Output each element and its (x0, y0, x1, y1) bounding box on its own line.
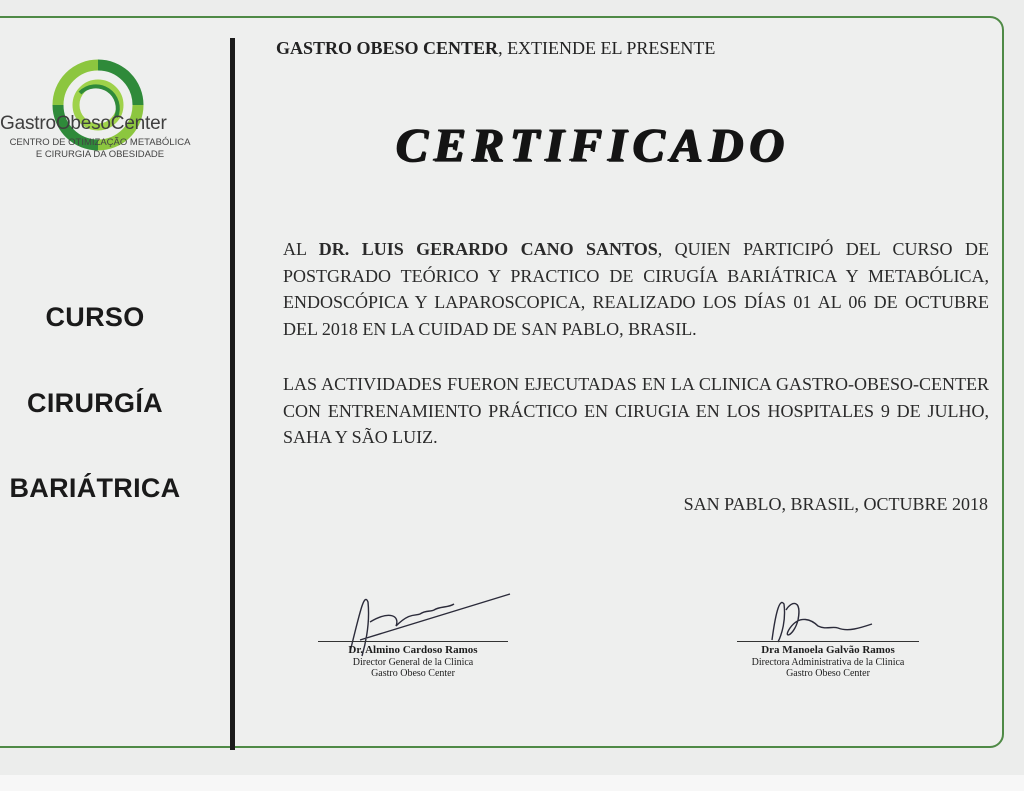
certificate-title: CERTIFICADO (396, 119, 791, 172)
header-rest: , EXTIENDE EL PRESENTE (498, 38, 716, 58)
signature-name-1: Dr. Almino Cardoso Ramos (348, 644, 478, 656)
brand-name: GastroObesoCenter (0, 113, 167, 134)
course-word-3: BARIÁTRICA (9, 473, 181, 503)
brand-subtitle-line2: E CIRURGIA DA OBESIDADE (35, 149, 165, 160)
course-word-1: CURSO (45, 302, 145, 332)
p1-rest: , QUIEN PARTICIPÓ DEL CURSO DE POSTGRADO TEÓRICO Y PRACTICO DE CIRUGÍA BARIÁTRICA Y METABÓLICA, ENDOSCÓPICA Y LAPAROSCOPICA, REALIZADO LOS DÍAS 01 AL 06 DE OCTUBRE DEL 2018 EN LA CUIDAD DE SAN PABLO, BRASIL. (283, 239, 989, 339)
vertical-divider (230, 38, 235, 750)
place-date: SAN PABLO, BRASIL, OCTUBRE 2018 (683, 494, 988, 514)
page-bottom-strip (0, 775, 1024, 791)
signature-block-2 (737, 641, 919, 680)
body-paragraph-1 (283, 236, 989, 342)
header-line (276, 38, 715, 59)
signature-name-2: Dra Manoela Galvão Ramos (761, 644, 895, 656)
body-paragraph-2: LAS ACTIVIDADES FUERON EJECUTADAS EN LA CLINICA GASTRO-OBESO-CENTER CON ENTRENAMIENTO PRÁCTICO EN CIRUGIA EN LOS HOSPITALES 9 DE JULHO, SAHA Y SÃO LUIZ. (283, 374, 989, 447)
signature-line-1 (318, 641, 508, 642)
brand-subtitle-line1: CENTRO DE OTIMIZAÇÃO METABÓLICA (9, 137, 191, 148)
signature-line-2 (737, 641, 919, 642)
course-word-2: CIRURGÍA (27, 388, 163, 418)
signature-role-1: Director General de la Clinica (352, 656, 474, 668)
p1-prefix: AL (283, 239, 319, 259)
signature-role-2: Directora Administrativa de la Clinica (751, 656, 905, 668)
recipient-name: DR. LUIS GERARDO CANO SANTOS (318, 239, 658, 259)
signature-org-2: Gastro Obeso Center (786, 668, 870, 679)
signature-org-1: Gastro Obeso Center (371, 668, 455, 679)
signature-block-1 (318, 641, 508, 680)
header-org: GASTRO OBESO CENTER (276, 38, 499, 58)
brand-subtitle (0, 137, 200, 161)
